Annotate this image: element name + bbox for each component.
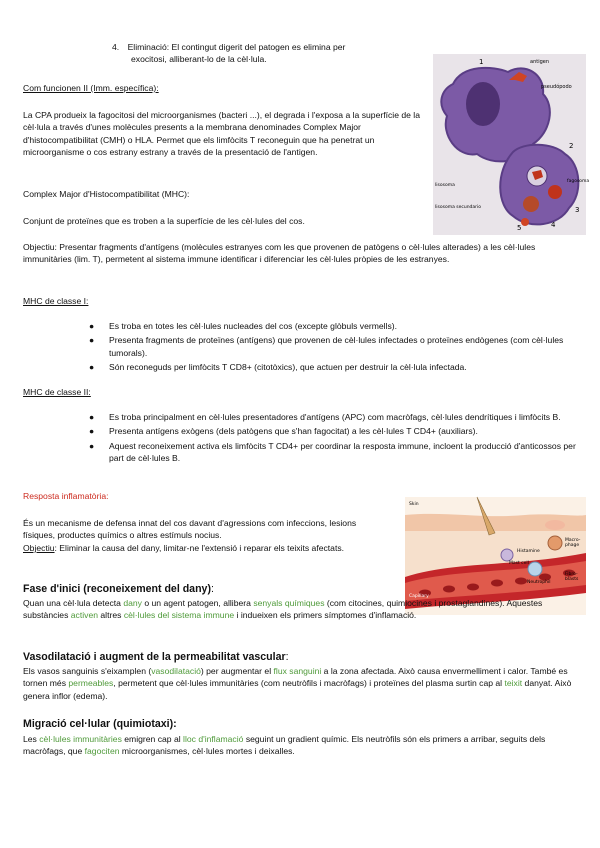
highlighted-term: dany — [123, 598, 142, 608]
vasodilation-heading: Vasodilatació i augment de la permeabilitat vascular: — [23, 651, 289, 663]
text-run: , permetent que cèl·lules immunitàries (com neutròfils i macròfags) i proteïnes del plasma surtin cap al — [113, 678, 505, 689]
highlighted-term: fagociten — [84, 746, 120, 757]
cpa-paragraph: La CPA produeix la fagocitosi del microorganismes (bacteri ...), el degrada i l'exposa a la superfície de la cèl·lula a través d'unes molècules presents a la membrana denominades Complex Major d'histocompatibilitat (CMH) o HLA. Permet que els limfòcits T reconeguin que ha penetrat un microorganisme o cos estrany estrany a través de la presentació de l'antigen. — [23, 110, 420, 158]
text-run: Les — [23, 734, 40, 744]
text-run: Els vasos sanguinis s'eixamplen ( — [23, 666, 152, 676]
fig-label-fibroblasts: Fibro-blasts — [565, 572, 579, 582]
objective-label: Objectiu — [23, 543, 55, 553]
fig-label-skin: Skin — [409, 502, 419, 507]
mhc-class-ii-heading: MHC de classe II: — [23, 387, 91, 397]
highlighted-term: lloc d'inflamació — [183, 734, 244, 744]
text-run: i indueixen els primers símptomes d'inflamació. — [234, 610, 417, 621]
fig-label-3: 3 — [575, 206, 580, 214]
phase-start-heading: Fase d'inici (reconeixement del dany): — [23, 583, 214, 595]
migration-text — [23, 733, 568, 758]
mhc-class-i-heading: MHC de classe I: — [23, 296, 89, 306]
item-line2: exocitosi, alliberant-lo de la cèl·lula. — [131, 54, 267, 65]
fig-label-capillary: Capillary — [409, 594, 429, 599]
fig-label-5: 5 — [517, 224, 522, 232]
text-run: (com citocines, quimiocines i prostaglandines). Aquestes substàncies — [23, 598, 543, 621]
elimination-item — [112, 41, 412, 66]
item-line1: : El contingut digerit del patogen es elimina per — [166, 42, 346, 52]
highlighted-term: senyals químiques — [253, 598, 325, 608]
inflammatory-intro: És un mecanisme de defensa innat del cos davant d'agressions com infeccions, lesions físiques, productes químics o altres estímuls nocius. — [23, 518, 357, 541]
fig-label-pseudopodo: pseudópodo — [541, 84, 572, 90]
migration-heading: Migració cel·lular (quimiotaxi): — [23, 718, 177, 730]
list-item: ● Presenta antígens exògens (dels patògens que s'han fagocitat) a les cèl·lules T CD4+ (auxiliars). — [89, 426, 478, 437]
highlighted-term: vasodilatació — [151, 666, 201, 676]
item-label: Eliminació — [127, 42, 167, 52]
phagocytosis-diagram — [433, 54, 590, 235]
highlighted-term: activen — [70, 610, 99, 621]
item-number: 4. — [112, 42, 120, 52]
fig-label-macrophage: Macro-phage — [565, 538, 581, 548]
mhc-class-ii-list — [89, 411, 579, 465]
fig-label-fagosoma: fagosoma — [567, 179, 590, 184]
text-run: microorganismes, cèl·lules mortes i deixalles. — [119, 746, 295, 757]
highlighted-term: cèl·lules del sistema immune — [123, 610, 235, 621]
fig-label-neutrophil: Neutrophil — [527, 580, 551, 585]
text-run: o un agent patogen, allibera — [141, 598, 254, 608]
inflammatory-objective — [23, 542, 368, 554]
section-ii-heading: Com funcionen II (Imm. específica): — [23, 83, 159, 93]
mhc-definition: Conjunt de proteïnes que es troben a la superfície de les cèl·lules del cos. — [23, 216, 305, 226]
fig-label-lisosoma-secundario: lisosoma secundario — [435, 205, 482, 210]
fig-label-1: 1 — [479, 58, 484, 66]
list-item: ● Es troba principalment en cèl·lules presentadores d'antígens (APC) com macròfags, cèl·lules dendrítiques i limfòcits B. — [89, 412, 561, 422]
mhc-objective: Objectiu: Presentar fragments d'antígens (molècules estranyes com les que provenen de patògens o cèl·lules alterades) a les cèl·lules immunitàries (lim. T), permetent al sistema immune identificar i diferenciar les cèl·lules pròpies de les estranyes. — [23, 242, 536, 265]
fig-label-histamine: Histamine — [517, 549, 540, 554]
list-item: ● Presenta fragments de proteïnes (antígens) que provenen de cèl·lules infectades o proteïnes endògenes (com cèl·lules tumorals). — [89, 335, 564, 358]
text-run: Quan una cèl·lula detecta — [23, 598, 124, 608]
mhc-class-i-list — [89, 320, 579, 374]
fig-label-lisosoma: lisosoma — [435, 183, 455, 188]
list-item: ● Aquest reconeixement activa els limfòcits T CD4+ per coordinar la resposta immune, incloent la producció d'anticossos per part de cèl·lules B. — [89, 440, 576, 464]
fig-label-mast-cell: Mast cell — [509, 561, 529, 566]
text-run: emigren cap al — [121, 734, 184, 744]
list-item: ● Són reconeguds per limfòcits T CD8+ (citotòxics), que actuen per destruir la cèl·lula infectada. — [89, 362, 467, 373]
highlighted-term: teixit — [504, 678, 523, 689]
objective-text: : Eliminar la causa del dany, limitar-ne l'extensió i reparar els teixits afectats. — [54, 543, 345, 553]
vasodilation-text — [23, 665, 583, 702]
highlighted-term: permeables — [68, 678, 114, 689]
phagocytosis-figure — [433, 54, 590, 235]
list-item: ● Es troba en totes les cèl·lules nucleades del cos (excepte glòbuls vermells). — [89, 321, 398, 331]
phase-start-text — [23, 597, 578, 622]
fig-label-antigen: antigen — [530, 59, 550, 65]
highlighted-term: cèl·lules immunitàries — [39, 734, 122, 744]
inflammatory-heading: Resposta inflamatòria: — [23, 491, 109, 501]
text-run: danyat. Això genera inflor (edema). — [23, 678, 572, 701]
mhc-title: Complex Major d'Histocompatibilitat (MHC): — [23, 189, 190, 199]
text-run: altres — [98, 610, 124, 621]
text-run: a la zona afectada. Això causa envermelliment i calor. També es tornen més — [23, 666, 568, 689]
highlighted-term: flux sanguini — [273, 666, 322, 676]
text-run: seguint un gradient químic. Els neutròfils són els primers a arribar, seguits dels macròfags, que — [23, 734, 546, 757]
fig-label-2: 2 — [569, 142, 574, 150]
fig-label-4: 4 — [551, 221, 556, 229]
text-run: ) per augmentar el — [200, 666, 274, 676]
